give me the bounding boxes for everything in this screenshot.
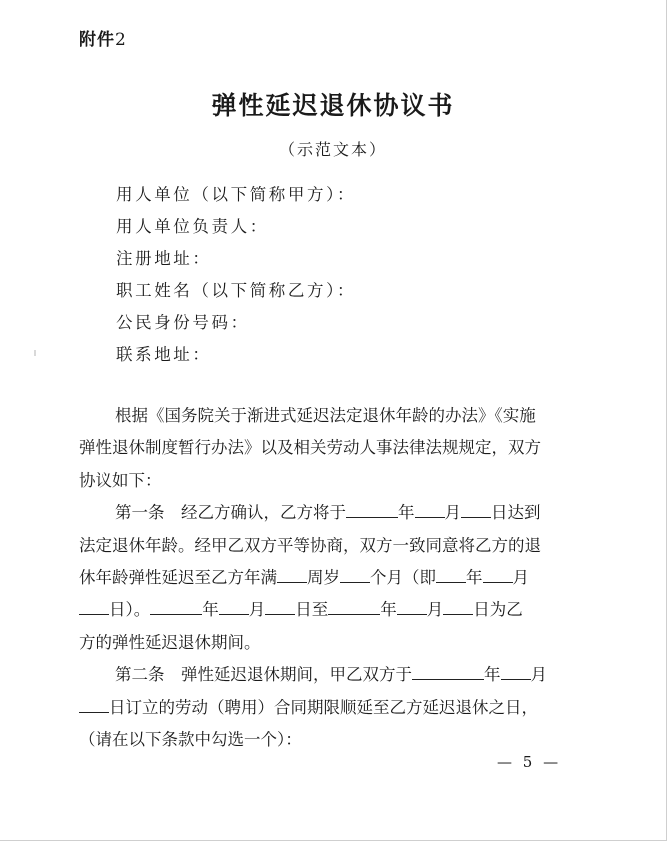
blank-year <box>346 502 398 518</box>
party-info-fields <box>116 179 356 371</box>
unit-month: 月 <box>426 600 444 620</box>
intro-line: 协议如下： <box>79 470 162 490</box>
field-employer-head: 用人单位负责人： <box>116 217 269 236</box>
unit-month: 月 <box>512 567 529 587</box>
blank-end-year <box>328 599 380 615</box>
field-id-number: 公民身份号码： <box>116 313 250 332</box>
article1-line1 <box>79 497 579 529</box>
page-number: — 5 — <box>497 753 562 771</box>
unit-year: 年 <box>466 567 483 587</box>
blank-day <box>79 599 109 615</box>
unit-day: 日至 <box>295 600 329 620</box>
article1-text: 第一条 经乙方确认，乙方将于 <box>115 503 346 523</box>
scan-mark <box>34 350 36 356</box>
article2-line2 <box>79 692 579 724</box>
attachment-number: 2 <box>115 30 127 50</box>
unit-year: 年 <box>484 665 501 685</box>
blank-day <box>79 697 109 713</box>
unit-month: 月 <box>248 600 266 620</box>
article1-line3 <box>79 562 579 594</box>
blank-end-month <box>397 599 427 615</box>
document-subtitle: （示范文本） <box>278 140 387 159</box>
field-employee-name: 职工姓名（以下简称乙方）： <box>116 281 357 300</box>
blank-day <box>461 502 491 518</box>
blank-start-month <box>219 599 249 615</box>
intro-line: 弹性退休制度暂行办法》以及相关劳动人事法律法规规定，双方 <box>79 438 541 458</box>
unit-year: 年 <box>202 600 219 620</box>
unit-year: 年 <box>398 503 415 523</box>
article1-text: 休年龄弹性延迟至乙方年满 <box>79 567 277 587</box>
attachment-label-text: 附件 <box>79 30 115 50</box>
unit-year: 年 <box>380 600 397 620</box>
blank-start-day <box>265 599 295 615</box>
unit-months: 个月（即 <box>370 567 436 587</box>
unit-day: 日）。 <box>109 600 151 620</box>
unit-day: 日为乙 <box>473 600 523 620</box>
intro-line: 根据《国务院关于渐进式延迟法定退休年龄的办法》《实施 <box>115 406 536 425</box>
article1-line4 <box>79 594 579 626</box>
document-title: 弹性延迟退休协议书 <box>211 91 455 120</box>
blank-month <box>501 664 531 680</box>
field-employer: 用人单位（以下简称甲方）： <box>116 185 357 204</box>
unit-month: 月 <box>444 503 461 523</box>
blank-year <box>436 567 466 583</box>
agreement-body <box>79 400 579 756</box>
article1-line2: 法定退休年龄。经甲乙双方平等协商，双方一致同意将乙方的退 <box>79 535 541 555</box>
blank-end-day <box>443 599 473 615</box>
blank-year <box>412 664 484 680</box>
article2-text: 日订立的劳动（聘用）合同期限顺延至乙方延迟退休之日， <box>109 697 538 717</box>
blank-age-years <box>277 567 307 583</box>
blank-month <box>415 502 445 518</box>
article2-text: 第二条 弹性延迟退休期间，甲乙双方于 <box>115 665 412 685</box>
blank-month <box>483 567 513 583</box>
article1-line5: 方的弹性延迟退休期间。 <box>79 632 261 652</box>
blank-start-year <box>150 599 202 615</box>
article2-line3: （请在以下条款中勾选一个）： <box>79 729 302 749</box>
unit-month: 月 <box>530 665 547 685</box>
unit-day: 日达到 <box>491 503 541 523</box>
field-registered-address: 注册地址： <box>116 249 212 268</box>
unit-years: 周岁 <box>307 567 340 587</box>
attachment-label <box>79 25 127 50</box>
blank-age-months <box>340 567 370 583</box>
field-contact-address: 联系地址： <box>116 345 212 364</box>
article2-line1 <box>79 659 579 691</box>
